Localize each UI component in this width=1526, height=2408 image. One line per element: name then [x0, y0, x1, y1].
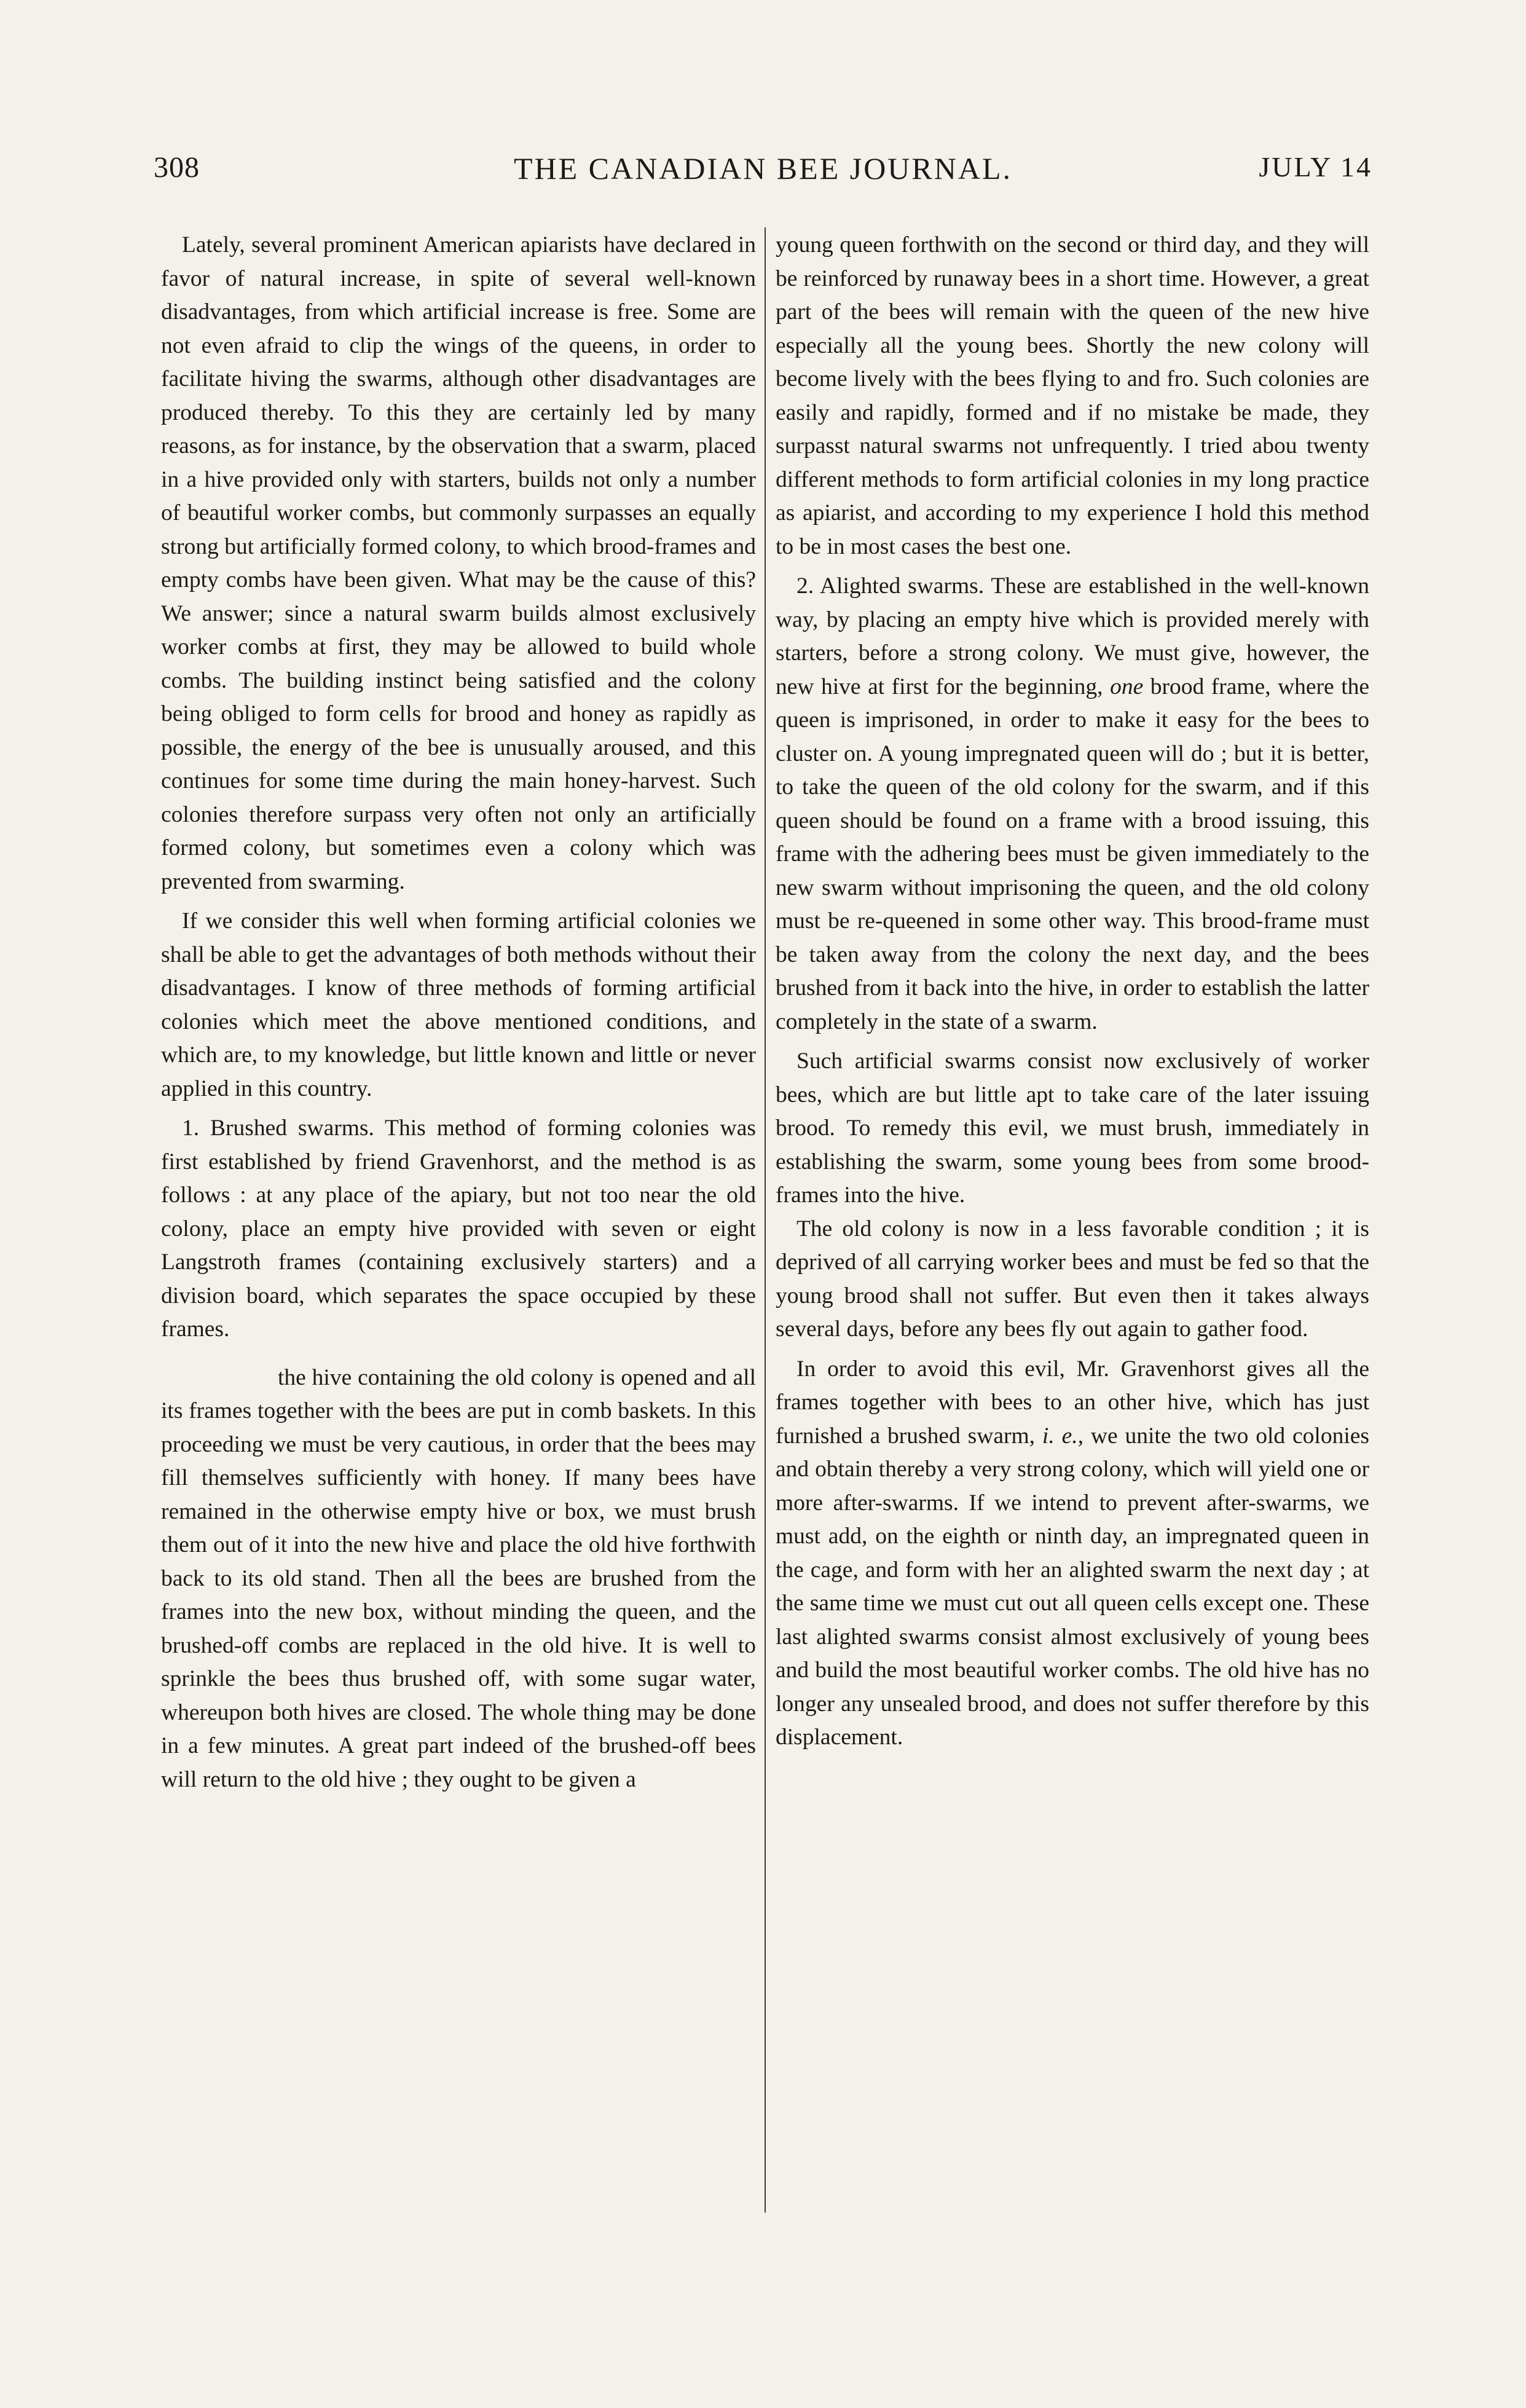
paragraph-gravenhorst [776, 1353, 1369, 1755]
right-column [776, 229, 1369, 1755]
text-segment: brood frame, where the queen is imprisoned, in order to make it easy for the bees to cluster on. A young impregnated queen will do ; but it is better, to take the queen of the old colony for the swarm, and if this queen should be found on a frame with a brood issuing, this frame with the adhering bees must be given immediately to the new swarm without imprisoning the queen, and the old colony must be re-queened in some other way. This brood-frame must be taken away from the colony the next day, and the bees brushed from it back into the hive, in order to establish the latter completely in the state of a swarm. [776, 674, 1370, 1034]
page-number: 308 [154, 151, 200, 184]
text-segment: 2. Alighted swarms. These are established in the well-known way, by placing an empty hive which is provided merely with starters, before a strong colony. We must give, however, the new hive at first for the beginning, [776, 573, 1369, 699]
paragraph-hive-procedure: the hive containing the old colony is opened and all its frames together with the bees are put in comb baskets. In this proceeding we must be very cautious, in order that the bees may fill themselves sufficiently with honey. If many bees have remained in the otherwise empty hive or box, we must brush them out of it into the new hive and place the old hive forthwith back to its old stand. Then all the bees are brushed from the frames into the new box, without minding the queen, and the brushed-off combs are replaced in the old hive. It is well to sprinkle the bees thus brushed off, with some sugar water, whereupon both hives are closed. The whole thing may be done in a few minutes. A great part indeed of the brushed-off bees will return to the old hive ; they ought to be given a [161, 1364, 756, 1792]
text-segment: In order to avoid this evil, Mr. Gravenhorst gives all the frames together with bees to an other hive, which has just furnished a brushed swarm, [776, 1356, 1369, 1449]
paragraph-alighted-swarms [776, 570, 1369, 1039]
running-head [154, 151, 1372, 194]
issue-date: JULY 14 [1259, 151, 1372, 183]
paragraph-young-queen: young queen forthwith on the second or third day, and they will be reinforced by runaway bees in a short time. However, a great part of the bees will remain with the queen of the new hive especially all the young bees. Shortly the new colony will become lively with the bees flying to and fro. Such colonies are easily and rapidly, formed and if no mistake be made, they surpasst natural swarms not unfrequently. I tried abou twenty different methods to form artificial colonies in my long practice as apiarist, and according to my experience I hold this method to be in most cases the best one. [776, 232, 1369, 559]
emphasis-text: i. e., [1042, 1423, 1084, 1449]
paragraph-worker-bees: Such artificial swarms consist now exclusively of worker bees, which are but little apt to take care of the later issuing brood. To remedy this evil, we must brush, immediately in establishing the swarm, some young bees from some brood-frames into the hive. [776, 1049, 1369, 1208]
emphasis-text: one [1110, 674, 1144, 699]
text-segment: we unite the two old colonies and obtain thereby a very strong colony, which will yield one or more after-swarms. If we intend to prevent after-swarms, we must add, on the eighth or ninth day, an impregnated queen in the cage, and form with her an alighted swarm the next day ; at the same time we must cut out all queen cells except one. These last alighted swarms consist almost exclusively of young bees and build the most beautiful worker combs. The old hive has no longer any unsealed brood, and does not suffer therefore by this displacement. [776, 1423, 1369, 1750]
paragraph-brushed-swarms: 1. Brushed swarms. This method of forming colonies was first established by friend Gravenhorst, and the method is as follows : at any place of the apiary, but not too near the old colony, place an empty hive provided with seven or eight Langstroth frames (containing exclusively starters) and a division board, which separates the space occupied by these frames. [161, 1115, 756, 1342]
journal-title: THE CANADIAN BEE JOURNAL. [513, 151, 1013, 186]
paragraph-natural-increase: Lately, several prominent American apiarists have declared in favor of natural increase, in spite of several well-known disadvantages, from which artificial increase is free. Some are not even afraid to clip the wings of the queens, in order to facilitate hiving the swarms, although other disadvantages are produced thereby. To this they are certainly led by many reasons, as for instance, by the observation that a swarm, placed in a hive provided only with starters, builds not only a number of beautiful worker combs, but commonly surpasses an equally strong but artificially formed colony, to which brood-frames and empty combs have been given. What may be the cause of this? We answer; since a natural swarm builds almost exclusively worker combs at first, they may be allowed to build whole combs. The building instinct being satisfied and the colony being obliged to form cells for brood and honey as rapidly as possible, the energy of the bee is unusually aroused, and this continues for some time during the main honey-harvest. Such colonies therefore surpass very often not only an artificially formed colony, but sometimes even a colony which was prevented from swarming. [161, 232, 756, 894]
paragraph-old-colony: The old colony is now in a less favorable condition ; it is deprived of all carrying worker bees and must be fed so that the young brood shall not suffer. But even then it takes always several days, before any bees fly out again to gather food. [776, 1216, 1369, 1342]
column-divider [765, 227, 766, 2213]
left-column [161, 229, 756, 1796]
paragraph-artificial-colonies: If we consider this well when forming artificial colonies we shall be able to get the advantages of both methods without their disadvantages. I know of three methods of forming artificial colonies which meet the above mentioned conditions, and which are, to my knowledge, but little known and little or never applied in this country. [161, 908, 756, 1101]
